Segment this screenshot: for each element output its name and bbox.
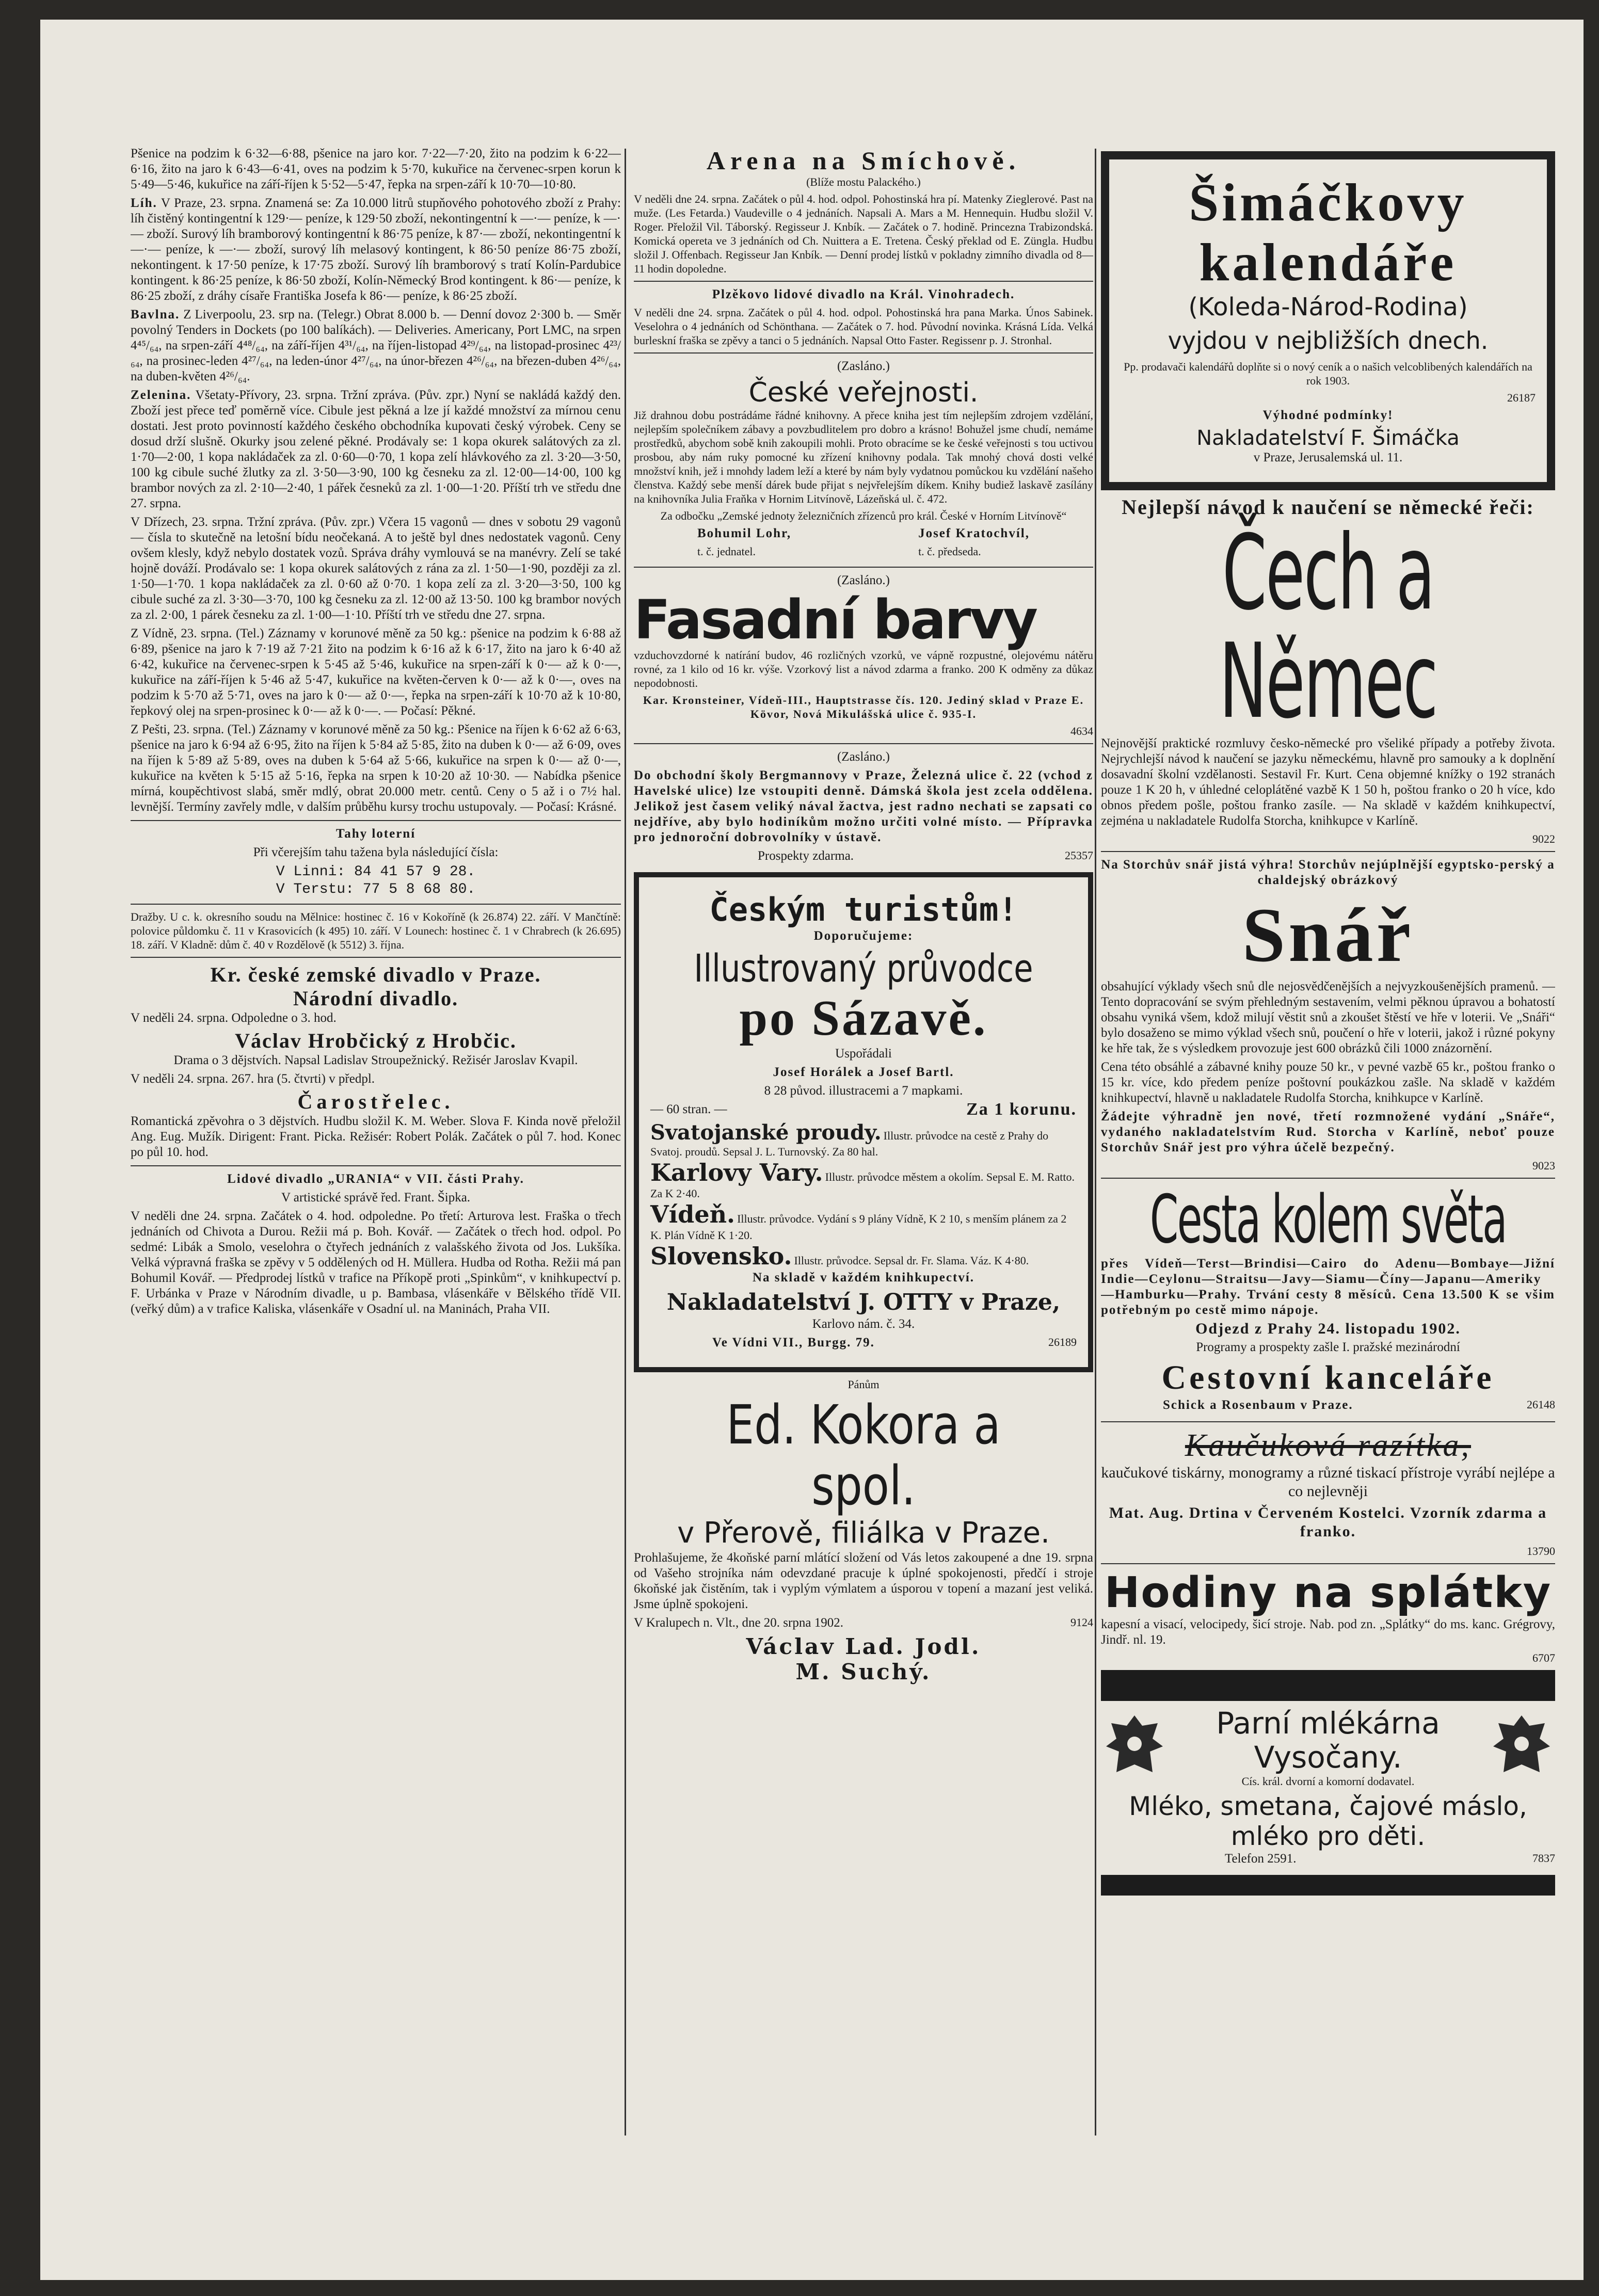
verejnosti-text: Již drahnou dobu postrádáme řádné knihovny. A přece kniha jest tím nejlepším zdrojem vzdělání, nejlepším společníkem zábavy a povzbudlitelem pro dobro a krásno! Bohužel jsme chudí, nemáme prostředků, abychom sobě knih zakoupili mohli. Proto obracíme se ke české veřejnosti s tou uctivou prosbou, aby nám ruky pomocné ku zřízení knihovny podala. Tak mnohý chová dosti velké množství knih, jež i mnohdy ladem leží a které by nám byly vydatnou pomůckou ku vzdělání našeho členstva. Každý sebe menší dárek bude přijat s nejvřelejším díkem. Knihy budiež laskavě zasílány na knihovníka Julia Fraňka v Hornim Litvínově, Lázeňská ul. č. 472. — [634, 409, 1093, 505]
zelenina-section — [131, 388, 621, 511]
razitka-addr: Mat. Aug. Drtina v Červeném Kostelci. Vzorník zdarma a franko. — [1109, 1504, 1547, 1540]
mleko-line-1: Mléko, smetana, čajové máslo, — [1129, 1791, 1527, 1821]
hodiny-title: Hodiny na splátky — [1104, 1568, 1552, 1617]
viden-market-text: Z Vídně, 23. srpna. (Tel.) Záznamy v korunové měně za 50 kg.: pšenice na podzim k 6·88 až 6·89, pšenice na jaro k 7·19 až 7·21 žito na podzim k 6·16 až k 6·17, žito na jaro k 6·40 až 6·42, kukuřice na červenec-srpen k 5·45 až 5·46, kukuřice na srpen-září k 0·— až k 0·—, kukuřice na září-říjen k 5·46 až 5·47, kukuřice na květen-červen k 0·— až k 0·—, oves na podzim k 5·70 až 5·71, oves na jaro k 0·— až 0·—, řepka na srpen-září k 10·70 až k 10·80, řepkový olej na srpen-prosinec k 0·— až k 0·—. — Počasí: Pěkné. — [131, 627, 621, 718]
arena-text: V neděli dne 24. srpna. Začátek o půl 4. hod. odpol. Pohostinská hra pí. Matenky Zieglerové. Past na muže. (Les Fetarda.) Vaudeville o 4 jednáních. Napsali A. Mars a M. Hennequin. Hudbu složil V. Roger. Přeložil Vil. Táborský. Regisseur J. Knbík. — Začátek o 7. hodině. Princezna Trabizondská. Komická opereta ve 3 jednáních od Ch. Nuittera a E. Tretena. Český překlad od E. Züngla. Hudbu složil J. Offenbach. Regisseur Jan Knbík. — Denní prodej lístků v pokladny zimního divadla od 8—11 hodin dopoledne. — [634, 192, 1093, 275]
divider — [634, 567, 1093, 568]
karlovy-entry — [650, 1159, 1077, 1200]
svat-title: Svatojanské proudy. — [650, 1120, 882, 1145]
bergmann-num: 25357 — [1065, 849, 1093, 862]
tur-store: Na skladě v každém knihkupectví. — [752, 1271, 975, 1285]
carostrelec-title: Čarostřelec. — [297, 1090, 454, 1113]
cech-title: Čech a Němec — [1219, 513, 1437, 742]
mleko-line-2: mléko pro děti. — [1230, 1821, 1426, 1851]
snar-num: 9023 — [1532, 1159, 1555, 1172]
tur-title: Českým turistům! — [709, 891, 1018, 928]
otty-addr: Karlovo nám. č. 34. — [812, 1317, 915, 1331]
nd-schedule-1: V neděli 24. srpna. Odpoledne o 3. hod. — [131, 1011, 337, 1025]
imperial-eagle-left-icon — [1101, 1710, 1168, 1788]
signature-2 — [918, 526, 1030, 561]
sim-addr: v Praze, Jerusalemská ul. 11. — [1253, 451, 1403, 464]
drizec-text: V Dřízech, 23. srpna. Tržní zpráva. (Pův. zpr.) Včera 15 vagonů — dnes v sobotu 29 vagonů — čísla to skutečně na letošní bídu neočekaná. A to ještě byl dnes nedostatek vagonů. Ceny ovšem klesly, když nebylo dostatek vozů. Správa dráhy vymlouvá se na manévry. Zelí se také hojně dováží. Prodávalo se: 1 kopa okurek salátových z rána za zl. 1·50—1·90, později za zl. 1·50—1·70. 1 kopa nakládaček za zl. 0·60 až 0·70. 1 kopa zelí za zl. 3·20—3·50, 100 kg cibule suché za zl. 3·30—3·70, 100 kg česneku za zl. 12·00 až 13·50. 100 kg brambor nových za zl. 2·00, 1 párek česneku za zl. 1·00—1·10. Příští trh ve středu dne 27. srpna. — [131, 515, 621, 622]
kokora-title: Ed. Kokora a spol. — [726, 1393, 1001, 1517]
snar-text-3: Žádejte výhradně jen nové, třetí rozmnožené vydání „Snáře“, vydaného nakladatelstvím Rud. Storcha v Karlíně, neboť pouze Storchův Snář jest pro výhra účelě bezpečný. — [1101, 1110, 1555, 1154]
svat-text: Illustr. průvodce na cestě z Prahy do Svatoj. proudů. Sepsal J. L. Turnovský. Za 80 hal. — [650, 1129, 1049, 1158]
cesta-footer — [1101, 1398, 1555, 1416]
tur-sub: Doporučujeme: — [813, 929, 914, 943]
divider — [1101, 1178, 1555, 1179]
fasadni-addr: Kar. Kronsteiner, Vídeň-III., Hauptstrasse čís. 120. Jediný sklad v Praze E. Kövor, Nová Mikulášská ulice č. 935-I. — [643, 694, 1084, 720]
snar-text: obsahující výklady všech snů dle nejosvědčenějších a nejvyzkoušenějších pramenů. — Tento dopracování se svým přehledným sestavením, velmi pěknou úpravou a bohatostí obsahu vyniká všem, kdož milují věstit snů a zkoušet štěstí ve hře v loterii. Ve „Snáři“ bylo dosaženo se mimo výklad všech snů, poučení o hře v loterii, jakož i různé pokyny ke hře tak, že s výsledkem provozuje jest 600 obrázků čili 1000 znázornění. — [1101, 980, 1555, 1055]
kokora-place-row — [634, 1615, 1093, 1634]
signatures — [634, 526, 1093, 561]
cesta-title: Cesta kolem světa — [1149, 1181, 1507, 1258]
pest-market-text: Z Pešti, 23. srpna. (Tel.) Záznamy v korunové měně za 50 kg.: Pšenice na říjen k 6·62 až 6·63, pšenice na jaro k 6·94 až 6·95, žito na říjen k 5·84 až 5·85, žito na duben k 0·— až 6·09, oves na říjen k 5·89 až 5·89, oves na duben k 5·64 až 5·66, kukuřice na srpen k 0·— až 0·—, kukuřice na květen k 5·15 až 5·16, řepka na srpen k 10·20 až 10·30. — Nabídka pšenice mírná, koupěchtivost slabá, směr mdlý, obrat 20.000 metr. centů. Ceny o 5 až i o 7½ hal. levnější. Termíny zavřely mdle, v dalším průběhu kursy trochu ustupovaly. — Počasí: Krásné. — [131, 722, 621, 814]
slovensko-title: Slovensko. — [650, 1242, 792, 1270]
cesta-addr: Schick a Rosenbaum v Praze. — [1163, 1398, 1353, 1412]
auctions-text: Dražby. U c. k. okresního soudu na Mělnice: hostinec č. 16 v Kokoříně (k 26.874) 22. září. V Mančtíně: polovice půldomku č. 11 v Krasovicích (k 495) 10. září. V Lounech: hostinec č. 1 v Chrabrech (k 26.695) 18. září. V Kladně: dům č. 40 v Rozdělově (k 5512) 3. října. — [131, 910, 621, 951]
mleko-title-2: Vysočany. — [1254, 1740, 1402, 1775]
divider — [634, 281, 1093, 282]
lottery-linz: V Linni: 84 41 57 9 28. — [276, 864, 476, 880]
cesta-prog: Programy a prospekty zašle I. pražské mezinárodní — [1196, 1340, 1460, 1354]
nd-play-desc: Drama o 3 dějstvích. Napsal Ladislav Stroupežnický. Režisér Jaroslav Kvapil. — [173, 1053, 578, 1067]
cech-text: Nejnovější praktické rozmluvy česko-německé pro všeliké případy a potřeby života. Nejrychlejší návod k naučení se jazyku německému, hlavně pro samouky a k doplnění dosavadní školní vzdělanosti. Sestavil Fr. Kurt. Cena objemné knížky o 192 stranách pouze 1 K 20 h, v úhledné celoplátěné vazbě K 1 50 h, poštou franko o 20 h více, kdo obnos předem pošle, poštou franko zasíle. — Na skladě v každém knihkupectví, zejména u nakladatele Rudolfa Storcha, knihkupce v Karlíně. — [1101, 736, 1555, 828]
divider — [634, 352, 1093, 354]
arena-title: Arena na Smíchově. — [706, 146, 1021, 175]
fasadni-ad — [634, 588, 1093, 651]
panum-label: Pánům — [848, 1378, 880, 1391]
fasadni-side: vzduchovzdorné k natírání budov, 46 rozličných vzorků, ve vápně rozpustné, olejovému nátěru rovné, za 1 kilo od 16 kr. výše. Vzorkový list a návod zdarma a franko. 200 K odměny za důkaz nepodobnosti. — [634, 649, 1093, 689]
column-rule-1 — [625, 149, 626, 2136]
column-ads-right — [1101, 146, 1555, 2148]
column-markets-theatre — [131, 146, 621, 2148]
sim-title-2: kalendáře — [1199, 233, 1457, 292]
sim-title-1: Šimáčkovy — [1189, 173, 1467, 232]
carostrelec-desc: Romantická zpěvohra o 3 dějstvích. Hudbu složil K. M. Weber. Slova F. Kinda nově přeložil Ang. Eug. Mužík. Dirigent: Frant. Picka. Režisér: Robert Polák. Začátek o půl 7. hod. Konec po půl 10. hod. — [131, 1114, 621, 1159]
sim-sub: (Koleda-Národ-Rodina) — [1188, 293, 1468, 322]
razitka-title: Kaučuková razítka, — [1185, 1428, 1472, 1463]
bavlna-title: Bavlna. — [131, 308, 180, 322]
lottery-terst: V Terstu: 77 5 8 68 80. — [276, 881, 476, 897]
newspaper-page — [40, 20, 1584, 2280]
nd-schedule-2: V neděli 24. srpna. 267. hra (5. čtvrti) v předpl. — [131, 1072, 375, 1086]
urania-sub: V artistické správě řed. Frant. Šipka. — [281, 1191, 471, 1205]
divider — [131, 957, 621, 958]
hodiny-num: 6707 — [1532, 1651, 1555, 1664]
zaslano-label-3: (Zasláno.) — [837, 750, 890, 764]
theatre-kr-title: Kr. české zemské divadlo v Praze. — [210, 963, 541, 986]
sig1-role: t. č. jednatel. — [697, 545, 756, 558]
nd-play-title: Václav Hrobčický z Hrobčic. — [235, 1029, 517, 1052]
column-ads-middle — [634, 146, 1093, 2148]
bavlna-text: Z Liverpoolu, 23. srp na. (Telegr.) Obrat 8.000 b. — Denní dovoz 2·300 b. — Směr povolný Tenders in Dockets (po 100 balíkách). — Deliveries. Americany, Port LMC, na srpen 4⁴⁵/₆₄, na srpen-září 4⁴⁸/₆₄, na září-říjen 4³¹/₆₄, na říjen-listopad 4²⁹/₆₄, na listopad-prosinec 4²³/₆₄, na prosinec-leden 4²⁷/₆₄, na leden-únor 4²⁷/₆₄, na únor-březen 4²⁶/₆₄, na březen-duben 4²⁶/₆₄, na duben-květen 4²⁶/₆₄. — [131, 308, 621, 383]
otty-title: Nakladatelství J. OTTY v Praze, — [666, 1289, 1061, 1315]
snar-text-2: Cena této obsáhlé a zábavné knihy pouze 50 kr., v pevné vazbě 65 kr., poštou franko o 15 kr. více, kdo předem peníze poštovní poukázkou zašle. Na skladě v každém knihkupectví, hlavně u nakladatele Rudolfa Storcha, knihkupce v Karlíně. — [1101, 1060, 1555, 1105]
divider — [1101, 1421, 1555, 1422]
grain-market-text: Pšenice na podzim k 6·32—6·88, pšenice na jaro kor. 7·22—7·20, žito na podzim k 6·22—6·16, žito na jaro k 6·43—6·41, oves na podzim k 5·70, kukuřice na červenec-srpen korun k 5·49—5·46, kukuřice na září-říjen k 5·52—5·47, řepka na srpen-září k 10·70—10·80. — [131, 147, 621, 191]
mleko-titles — [1168, 1706, 1488, 1791]
kokora-sig1: Václav Lad. Jodl. — [746, 1634, 981, 1659]
ornament-band-bottom — [1101, 1875, 1555, 1896]
signature-1 — [697, 526, 791, 561]
ornament-band-top — [1101, 1670, 1555, 1701]
mleko-tel: Telefon 2591. — [1225, 1852, 1297, 1866]
bavlna-section — [131, 307, 621, 384]
divider — [131, 1165, 621, 1166]
sig2-role: t. č. předseda. — [918, 545, 981, 558]
kokora-text: Prohlašujeme, že 4koňské parní mlátící složení od Vás letos zakoupené a dne 19. srpna od Vašeho strojníka nám odevzdané pracuje k úplné spokojenosti, předčí i stroje 6koňské jak čistěním, tak i vyplým výmlatem a úsporou v topení a mazaní jest veliká. Jsme úplně spokojeni. — [634, 1551, 1093, 1611]
mleko-header — [1101, 1706, 1555, 1791]
bergmann-foot: Prospekty zdarma. — [758, 849, 854, 863]
kokora-place: V Kralupech n. Vlt., dne 20. srpna 1902. — [634, 1616, 843, 1630]
simacek-ad-box — [1101, 151, 1555, 490]
sim-podm: Výhodné podmínky! — [1262, 408, 1394, 422]
divider — [131, 904, 621, 905]
lottery-title: Tahy loterní — [335, 827, 416, 841]
bergmann-footer — [634, 848, 1093, 867]
zaslano-label-2: (Zasláno.) — [837, 573, 890, 587]
zelenina-title: Zelenina. — [131, 388, 191, 402]
column-rule-2 — [1095, 149, 1096, 2136]
tur-posazave: po Sázavě. — [739, 990, 988, 1046]
sim-nakl: Nakladatelství F. Šimáčka — [1196, 426, 1460, 450]
cech-num: 9022 — [1532, 832, 1555, 845]
slovensko-entry — [650, 1242, 1077, 1270]
sim-text: Pp. prodavači kalendářů doplňte si o nový ceník a o našich velcoblibených kalendářích na rok 1903. — [1124, 360, 1532, 387]
sig2-name: Josef Kratochvíl, — [918, 526, 1030, 540]
divider — [131, 820, 621, 821]
arena-sub: (Blíže mostu Palackého.) — [806, 175, 921, 188]
plzen-text: V neděli dne 24. srpna. Začátek o půl 4. hod. odpol. Pohostinská hra pana Marka. Únos Sabinek. Veselohra o 4 jednáních od Schönthana. — Začátek o 7. hod. Původní novinka. Krásná Lída. Velká burleskní fraška se zpěvy a tanci o 5 jednáních. Napsal Otto Faster. Regissenr p. J. Stronhal. — [634, 306, 1093, 347]
hodiny-text: kapesní a visací, velocipedy, šicí stroje. Nab. pod zn. „Splátky“ do ms. kanc. Grégrovy, Jindř. nl. 19. — [1101, 1617, 1555, 1647]
viden-entry — [650, 1200, 1077, 1242]
mleko-footer — [1101, 1851, 1555, 1870]
fasadni-num: 4634 — [1070, 725, 1093, 737]
mleko-title-1: Parní mlékárna — [1216, 1706, 1440, 1741]
divider — [1101, 1563, 1555, 1564]
kokora-sub: v Přerově, filiálka v Praze. — [677, 1516, 1050, 1550]
snar-intro: Na Storchův snář jistá výhra! Storchův nejúplnější egyptsko-perský a chaldejský obrázkový — [1101, 858, 1555, 887]
cesta-text: přes Vídeň—Terst—Brindisi—Cairo do Adenu—Bombaye—Jižní Indie—Ceylonu—Straitsu—Javy—Siamu—Číny—Japanu—Ameriky—Hamburku—Prahy. Trvání cesty 8 měsíců. Cena 13.500 K se všim potřebným po cestě mimo nápoje. — [1101, 1257, 1555, 1317]
cech-intro: Nejlepší návod k naučení se německé řeči: — [1122, 495, 1534, 519]
razitka-text: kaučukové tiskárny, monogramy a různé tiskací přístroje vyrábí nejlépe a co nejlevněji — [1101, 1464, 1555, 1500]
viden-text: Illustr. průvodce. Vydání s 9 plány Vídně, K 2 10, s menším plánem za 2 K. Plán Vídně K 1·20. — [650, 1212, 1067, 1242]
tur-usp: Uspořádali — [835, 1047, 892, 1061]
verejnosti-title: České veřejnosti. — [748, 377, 979, 408]
sig1-name: Bohumil Lohr, — [697, 526, 792, 540]
sim-vyjdou: vyjdou v nejbližších dnech. — [1168, 327, 1489, 355]
slovensko-text: Illustr. průvodce. Sepsal dr. Fr. Slama. Váz. K 4·80. — [794, 1254, 1029, 1267]
tur-ilus: Illustrovaný průvodce — [694, 946, 1033, 991]
otty-viden: Ve Vídni VII., Burgg. 79. — [712, 1336, 875, 1350]
cesta-kanc: Cestovní kanceláře — [1161, 1359, 1495, 1396]
zelenina-text: Všetaty-Přívory, 23. srpna. Tržní zpráva. (Pův. zpr.) Nyní se nakládá každý den. Zboží jest přece teď poměrně více. Cibule jest pěkná a lze jí každé množství za mírnou cenu dostati. Jest proto povinností každého českého obchodníka kupovati český výrobek. Ceny se dosud drží slušně. Okurky jsou zelené pěkné. Prodávaly se: 1 kopa okurek salátových za zl. 1·70—2·00, 1 kopa nakládaček za zl. 0·60—0·70, 1 kopa zelí hlávkového za zl. 3·20—3·50, 100 kg cibule suché žlutky za zl. 3·50—3·90, 100 kg česneku za zl. 12·00—14·00, 100 kg brambor nových za zl. 2·10—2·40, 1 pářek česneků za zl. 1·00—1·20. Příští trh ve středu dne 27. srpna. — [131, 388, 621, 510]
mleko-sub: Cís. král. dvorní a komorní dodavatel. — [1241, 1775, 1415, 1788]
divider — [634, 743, 1093, 744]
fasadni-title: Fasadní barvy — [634, 588, 1037, 651]
sim-num: 26187 — [1507, 391, 1536, 404]
lih-title: Líh. — [131, 196, 157, 210]
imperial-eagle-right-icon — [1488, 1710, 1555, 1788]
divider — [1101, 851, 1555, 852]
lih-section — [131, 196, 621, 304]
razitka-num: 13790 — [1527, 1545, 1555, 1558]
cesta-odjezd: Odjezd z Prahy 24. listopadu 1902. — [1195, 1320, 1461, 1337]
viden-title: Vídeň. — [650, 1200, 735, 1228]
otty-num: 26189 — [1048, 1336, 1077, 1348]
turist-ad-box — [634, 872, 1093, 1372]
kokora-sig2: M. Suchý. — [795, 1659, 932, 1684]
tur-authors: Josef Horálek a Josef Bartl. — [773, 1065, 954, 1079]
otty-footer — [650, 1335, 1077, 1354]
kokora-num: 9124 — [1070, 1616, 1093, 1629]
tur-price-row — [650, 1102, 1077, 1120]
national-theatre-title: Národní divadlo. — [293, 987, 459, 1010]
plzen-title: Plzěkovo lidové divadlo na Král. Vinohradech. — [712, 287, 1015, 301]
tur-price: Za 1 korunu. — [966, 1100, 1077, 1119]
urania-text: V neděli dne 24. srpna. Začátek o 4. hod. odpoledne. Po třetí: Arturova lest. Fraška o třech jednáních od Chivota a Durou. Režii má p. Boh. Kovář. — Začátek o třech hod. odpol. Po sedmé: Libák a Smolo, veselohra o čtyřech jednáních z valašského života od Jos. Lukšíka. Velká výpravná fraška se zpěvy v 5 oddělených od H. Müllera. Hudba od Rotha. Režii má pan Bohumil Kovář. — Předprodej lístků v trafice na Příkopě proti „Spinkům“, v knihkupectví p. F. Urbánka v Praze v Národním divadle, u p. Bambasa, vlásenkáře v Bělského třídě VII. (veřký dům) a v trafice Kaliska, vlásenkáře v Osadní ul. na Maninách, Praha VII. — [131, 1209, 621, 1316]
mleko-num: 7837 — [1532, 1852, 1555, 1865]
karlovy-title: Karlovy Vary. — [650, 1159, 823, 1186]
snar-title: Snář — [1242, 892, 1414, 978]
urania-title: Lidové divadlo „URANIA“ v VII. části Prahy. — [227, 1172, 524, 1186]
verejnosti-sign: Za odbočku „Zemské jednoty železničních zřízenců pro král. České v Horním Litvínově“ — [660, 509, 1067, 522]
lottery-intro: Při včerejším tahu tažena byla následující čísla: — [253, 845, 499, 859]
karlovy-text: Illustr. průvodce městem a okolím. Sepsal E. M. Ratto. Za K 2·40. — [650, 1170, 1075, 1200]
cesta-num: 26148 — [1527, 1398, 1555, 1411]
bergmann-text: Do obchodní školy Bergmannovy v Praze, Železná ulice č. 22 (vchod z Havelské ulice) lze vstoupiti denně. Dámská škola jest zcela oddělena. Jelikož jest časem veliký nával žactva, jest radno nechati se zapsati co nejdříve, aby bylo hodiníkům možno určiti volné místo. — Přípravka pro jednoroční dobrovolníky v ústavě. — [634, 768, 1093, 844]
lih-text: V Praze, 23. srpna. Znamená se: Za 10.000 litrů stupňového pohotového zboží z Prahy: líh čistěný kontingentní k 129·— peníze, k 129·50 zboží, nekontingentní k —·— peníze, k —·— zboží. Surový líh bramborový kontingentní k 86·75 peníze, k 87·— zboží, nekontingentní k —·— peníze, k —·— zboží, surový líh melasový kontingent, k 86·50 peníze 86·75 zboží, nekontingent. k 17·50 peníze, k 17·75 zboží. Surový líh bramborový s tratí Kolín-Pardubice kontingent. k 86·25 peníze, k 86·50 zboží, Kolín-Německý Brod kontingent. k 86·— peníze, k 86·25 zboží, z dráhy císaře Františka Josefa k 86·— peníze, k 86·25 zboží. — [131, 196, 621, 303]
svat-entry — [650, 1120, 1077, 1159]
tur-strana: — 60 stran. — — [650, 1102, 727, 1116]
zaslano-label: (Zasláno.) — [837, 359, 890, 373]
tur-meta: 8 28 původ. illustracemi a 7 mapkami. — [764, 1084, 963, 1098]
